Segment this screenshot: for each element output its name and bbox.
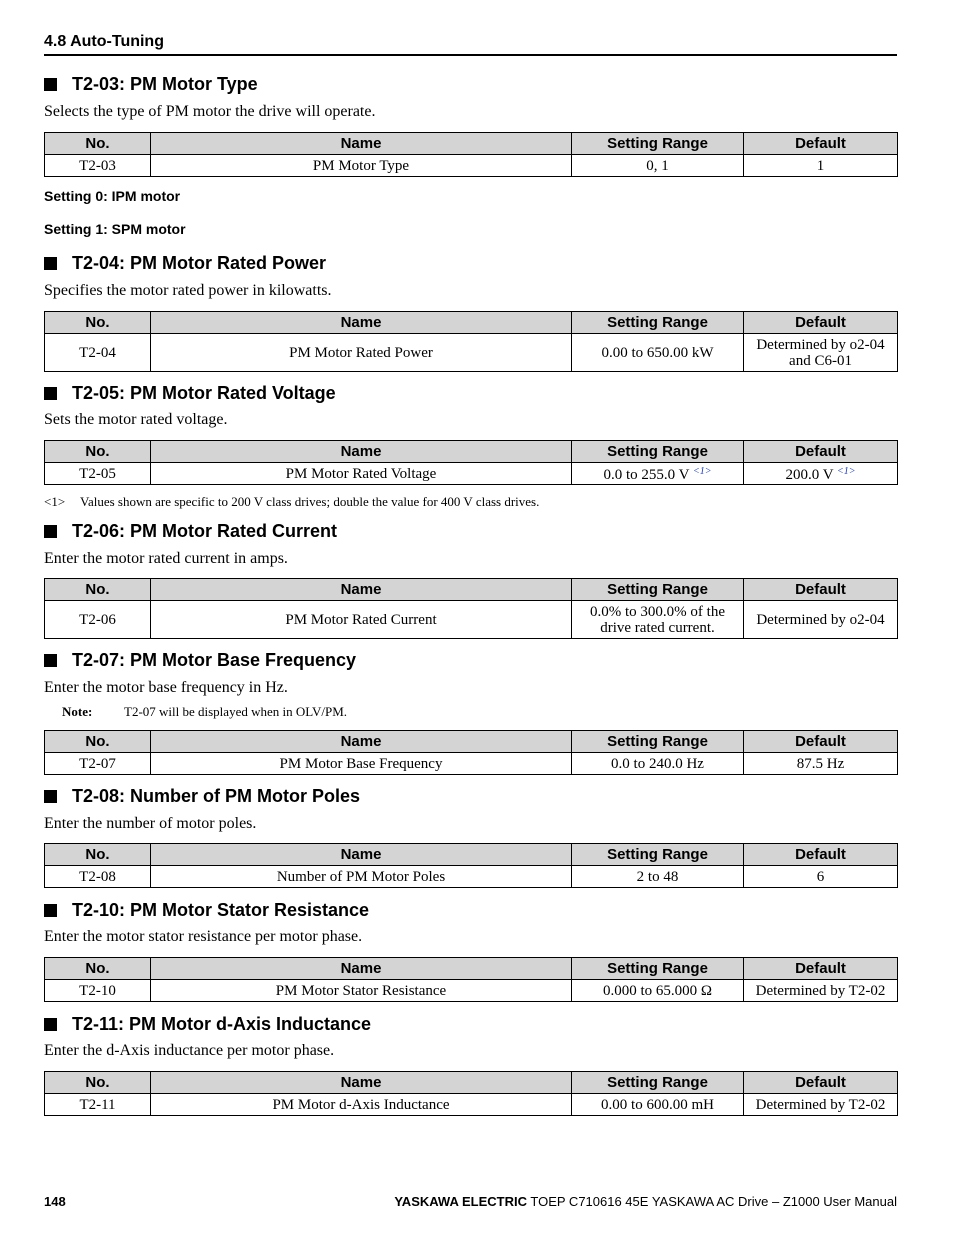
note: Note: T2-07 will be displayed when in OLV/PM. — [62, 704, 348, 719]
section-description: Sets the motor rated voltage. — [44, 411, 228, 428]
parameter-table-t2-04: No. Name Setting Range Default T2-04 PM Motor Rated Power 0.00 to 650.00 kW Determined by o2-04 and C6-01 — [44, 311, 898, 372]
parameter-table-t2-03 — [44, 132, 898, 177]
col-header-default: Default — [744, 133, 898, 155]
section-heading-t2-05: T2-05: PM Motor Rated Voltage — [44, 383, 336, 404]
page-number: 148 — [44, 1194, 66, 1209]
section-heading-t2-04: T2-04: PM Motor Rated Power — [44, 253, 326, 274]
section-description: Enter the motor rated current in amps. — [44, 550, 288, 567]
parameter-table-t2-10: No. Name Setting Range Default T2-10 PM Motor Stator Resistance 0.000 to 65.000 Ω Determined by T2-02 — [44, 957, 898, 1002]
section-heading-t2-06: T2-06: PM Motor Rated Current — [44, 521, 337, 542]
table-row: T2-06 PM Motor Rated Current 0.0% to 300.0% of the drive rated current. Determined by o2-04 — [45, 601, 898, 639]
section-description: Enter the motor stator resistance per motor phase. — [44, 928, 363, 945]
setting-option: Setting 1: SPM motor — [44, 221, 186, 237]
table-row: T2-07 PM Motor Base Frequency 0.0 to 240.0 Hz 87.5 Hz — [45, 753, 898, 775]
bullet-square-icon — [44, 257, 57, 270]
section-description: Specifies the motor rated power in kilowatts. — [44, 282, 332, 299]
table-row: T2-08 Number of PM Motor Poles 2 to 48 6 — [45, 866, 898, 888]
parameter-table-t2-11: No. Name Setting Range Default T2-11 PM Motor d-Axis Inductance 0.00 to 600.00 mH Determined by T2-02 — [44, 1071, 898, 1116]
running-head: 4.8 Auto-Tuning — [44, 33, 164, 50]
section-heading-t2-08: T2-08: Number of PM Motor Poles — [44, 786, 360, 807]
bullet-square-icon — [44, 654, 57, 667]
section-description: Enter the number of motor poles. — [44, 815, 257, 832]
parameter-table-t2-07: No. Name Setting Range Default T2-07 PM Motor Base Frequency 0.0 to 240.0 Hz 87.5 Hz — [44, 730, 898, 775]
bullet-square-icon — [44, 525, 57, 538]
col-header-name: Name — [151, 133, 572, 155]
table-row: T2-10 PM Motor Stator Resistance 0.000 to 65.000 Ω Determined by T2-02 — [45, 980, 898, 1002]
col-header-range: Setting Range — [572, 133, 744, 155]
section-heading-t2-07: T2-07: PM Motor Base Frequency — [44, 650, 356, 671]
section-description: Enter the motor base frequency in Hz. — [44, 679, 288, 696]
section-description: Enter the d-Axis inductance per motor phase. — [44, 1042, 335, 1059]
table-row: T2-05 PM Motor Rated Voltage 0.0 to 255.0 V $^{<1>}$ 200.0 V $^{<1>}$ — [45, 463, 898, 485]
footnote: <1> Values shown are specific to 200 V class drives; double the value for 400 V class drives. — [44, 494, 540, 509]
footnote-ref-link[interactable]: <1> — [837, 466, 856, 477]
bullet-square-icon — [44, 904, 57, 917]
section-description: Selects the type of PM motor the drive will operate. — [44, 103, 376, 120]
header-rule — [44, 54, 897, 56]
parameter-table-t2-08: No. Name Setting Range Default T2-08 Number of PM Motor Poles 2 to 48 6 — [44, 843, 898, 888]
table-row: T2-04 PM Motor Rated Power 0.00 to 650.00 kW Determined by o2-04 and C6-01 — [45, 334, 898, 372]
footnote-ref-link[interactable]: <1> — [692, 466, 712, 477]
section-heading-t2-10: T2-10: PM Motor Stator Resistance — [44, 900, 369, 921]
section-heading-t2-11: T2-11: PM Motor d-Axis Inductance — [44, 1014, 371, 1035]
col-header-no: No. — [45, 133, 151, 155]
setting-option: Setting 0: IPM motor — [44, 188, 181, 204]
bullet-square-icon — [44, 387, 57, 400]
bullet-square-icon — [44, 78, 57, 91]
footer-doc-info: YASKAWA ELECTRIC TOEP C710616 45E YASKAWA AC Drive – Z1000 User Manual — [394, 1194, 897, 1209]
parameter-table-t2-05: No. Name Setting Range Default T2-05 PM Motor Rated Voltage 0.0 to 255.0 V $^{<1>}$ 200.0 V $^{<1>}$ — [44, 440, 898, 485]
bullet-square-icon — [44, 1018, 57, 1031]
parameter-table-t2-06: No. Name Setting Range Default T2-06 PM Motor Rated Current 0.0% to 300.0% of the drive rated current. Determined by o2-04 — [44, 578, 898, 639]
bullet-square-icon — [44, 790, 57, 803]
section-heading-t2-03: T2-03: PM Motor Type — [44, 74, 258, 95]
table-row: T2-11 PM Motor d-Axis Inductance 0.00 to 600.00 mH Determined by T2-02 — [45, 1094, 898, 1116]
table-row: T2-03 PM Motor Type 0, 1 1 — [45, 155, 898, 177]
